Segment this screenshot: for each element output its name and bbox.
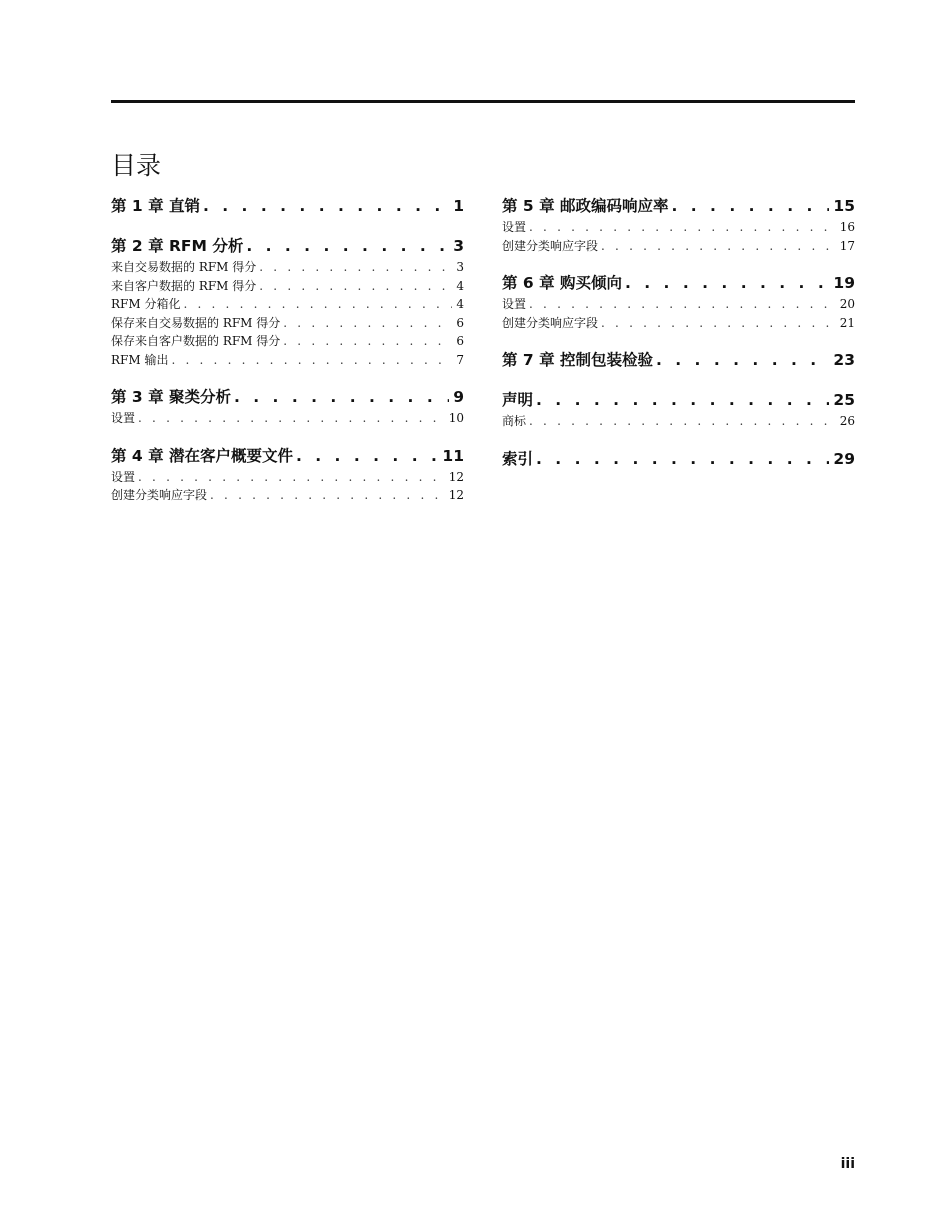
entry-page: 21 xyxy=(839,315,855,330)
chapter-page: 23 xyxy=(833,351,855,369)
chapter-title: 第 3 章 聚类分析 xyxy=(111,388,231,406)
toc-entry-link[interactable] xyxy=(502,412,855,431)
toc-chapter xyxy=(502,349,855,372)
page-title: 目录 xyxy=(111,151,162,180)
entry-page: 4 xyxy=(456,278,464,293)
toc-entry-link[interactable] xyxy=(502,237,855,256)
toc-chapter xyxy=(502,272,855,332)
chapter-page: 9 xyxy=(453,388,464,406)
dot-leader xyxy=(246,235,449,258)
toc-chapter-link[interactable] xyxy=(502,448,855,471)
entry-page: 26 xyxy=(839,414,855,428)
chapter-page: 11 xyxy=(442,446,464,465)
entry-page: 6 xyxy=(456,315,464,330)
dot-leader xyxy=(138,409,445,428)
entry-page: 12 xyxy=(448,488,464,502)
toc-chapter xyxy=(111,445,464,505)
dot-leader xyxy=(259,258,452,277)
toc-chapter-link[interactable] xyxy=(502,195,855,218)
entry-page: 6 xyxy=(456,334,464,348)
chapter-title: 第 1 章 直销 xyxy=(111,197,200,215)
chapter-title: 第 7 章 控制包装检验 xyxy=(502,351,653,369)
chapter-title: 第 5 章 邮政编码响应率 xyxy=(502,197,669,215)
dot-leader xyxy=(536,448,829,471)
toc-entry-link[interactable] xyxy=(502,314,855,333)
entry-title: 创建分类响应字段 xyxy=(502,315,599,330)
toc-chapter xyxy=(111,235,464,369)
entry-page: 3 xyxy=(456,260,464,274)
toc-chapter-link[interactable] xyxy=(111,195,464,218)
dot-leader xyxy=(283,332,452,351)
toc-chapter-link[interactable] xyxy=(111,386,464,409)
dot-leader xyxy=(210,486,445,505)
toc-chapter xyxy=(502,195,855,255)
chapter-title: 第 6 章 购买倾向 xyxy=(502,274,622,292)
dot-leader xyxy=(671,195,829,218)
dot-leader xyxy=(656,349,829,372)
dot-leader xyxy=(601,237,836,256)
entry-page: 4 xyxy=(456,297,464,311)
toc-right-column xyxy=(502,195,855,488)
chapter-page: 15 xyxy=(833,197,855,215)
dot-leader xyxy=(138,468,445,487)
top-rule xyxy=(111,100,855,103)
entry-title: 来自交易数据的 RFM 得分 xyxy=(111,260,257,274)
toc-entry-link[interactable] xyxy=(111,351,464,370)
entry-page: 20 xyxy=(839,297,855,311)
entry-page: 17 xyxy=(839,238,855,253)
entry-title: 商标 xyxy=(502,414,527,428)
entry-title: 设置 xyxy=(502,297,527,311)
toc-left-column xyxy=(111,195,464,522)
toc-entry-link[interactable] xyxy=(111,258,464,277)
entry-title: 设置 xyxy=(111,411,136,425)
chapter-page: 1 xyxy=(453,197,464,215)
entry-title: 保存来自交易数据的 RFM 得分 xyxy=(111,315,281,330)
entry-title: RFM 输出 xyxy=(111,352,169,367)
dot-leader xyxy=(283,314,452,333)
chapter-title: 第 4 章 潜在客户概要文件 xyxy=(111,446,293,465)
dot-leader xyxy=(601,314,836,333)
entry-title: 设置 xyxy=(111,469,136,484)
entry-title: 创建分类响应字段 xyxy=(502,238,599,253)
entry-title: 保存来自客户数据的 RFM 得分 xyxy=(111,334,281,348)
entry-title: RFM 分箱化 xyxy=(111,297,181,311)
toc-chapter xyxy=(111,386,464,428)
toc-entry-link[interactable] xyxy=(111,277,464,296)
dot-leader xyxy=(183,295,452,314)
toc-chapter xyxy=(502,448,855,471)
dot-leader xyxy=(234,386,449,409)
toc-chapter-link[interactable] xyxy=(502,272,855,295)
dot-leader xyxy=(529,218,836,237)
toc-entry-link[interactable] xyxy=(111,409,464,428)
toc-entry-link[interactable] xyxy=(502,218,855,237)
chapter-page: 25 xyxy=(833,391,855,409)
chapter-page: 3 xyxy=(453,237,464,255)
toc-chapter-link[interactable] xyxy=(111,445,464,468)
toc-chapter-link[interactable] xyxy=(502,389,855,412)
chapter-title: 索引 xyxy=(502,449,534,468)
dot-leader xyxy=(529,295,836,314)
chapter-page: 19 xyxy=(833,274,855,292)
dot-leader xyxy=(259,277,452,296)
toc-entry-link[interactable] xyxy=(111,332,464,351)
entry-title: 创建分类响应字段 xyxy=(111,488,208,502)
chapter-title: 第 2 章 RFM 分析 xyxy=(111,237,244,255)
entry-title: 来自客户数据的 RFM 得分 xyxy=(111,278,257,293)
dot-leader xyxy=(529,412,836,431)
toc-chapter xyxy=(111,195,464,218)
chapter-title: 声明 xyxy=(502,391,534,409)
toc-entry-link[interactable] xyxy=(111,314,464,333)
toc-entry-link[interactable] xyxy=(111,486,464,505)
entry-page: 12 xyxy=(448,469,464,484)
entry-page: 16 xyxy=(839,220,855,234)
chapter-page: 29 xyxy=(833,449,855,468)
dot-leader xyxy=(625,272,829,295)
dot-leader xyxy=(203,195,449,218)
toc-entry-link[interactable] xyxy=(502,295,855,314)
dot-leader xyxy=(536,389,829,412)
entry-page: 10 xyxy=(448,411,464,425)
toc-entry-link[interactable] xyxy=(111,295,464,314)
toc-chapter-link[interactable] xyxy=(502,349,855,372)
entry-page: 7 xyxy=(456,352,464,367)
entry-title: 设置 xyxy=(502,220,527,234)
toc-chapter-link[interactable] xyxy=(111,235,464,258)
toc-entry-link[interactable] xyxy=(111,468,464,487)
toc-chapter xyxy=(502,389,855,431)
dot-leader xyxy=(296,445,438,468)
dot-leader xyxy=(171,351,452,370)
page-number: iii xyxy=(840,1156,855,1172)
